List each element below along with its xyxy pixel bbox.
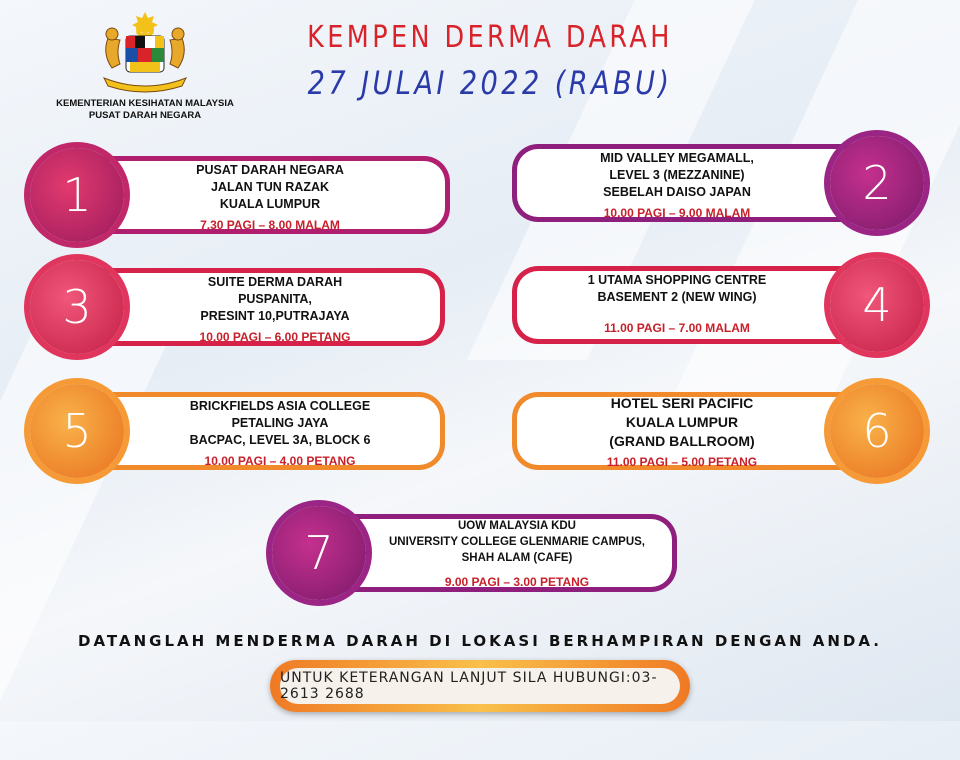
operating-hours: 11.00 PAGI – 5.00 PETANG — [606, 455, 758, 469]
number-label: 4 — [862, 278, 892, 332]
address-line: SUITE DERMA DARAH — [207, 275, 343, 289]
location-card-7 — [272, 506, 692, 600]
address-line: UNIVERSITY COLLEGE GLENMARIE CAMPUS, — [388, 536, 645, 548]
address-line: UOW MALAYSIA KDU — [458, 520, 576, 532]
address-line: MID VALLEY MEGAMALL, — [600, 151, 754, 165]
address-line: PUSAT DARAH NEGARA — [196, 163, 344, 177]
address-line: PRESINT 10,PUTRAJAYA — [200, 309, 350, 323]
number-badge — [272, 506, 366, 600]
location-card-3 — [30, 260, 450, 354]
address-line: SHAH ALAM (CAFE) — [461, 552, 573, 564]
location-card-4 — [512, 258, 932, 352]
agency-subname: PUSAT DARAH NEGARA — [88, 110, 202, 121]
campaign-date: 27 JULAI 2022 (RABU) — [307, 64, 673, 102]
number-badge — [30, 148, 124, 242]
agency-name: KEMENTERIAN KESIHATAN MALAYSIA — [56, 98, 234, 109]
location-card-2 — [512, 136, 932, 230]
address-line: LEVEL 3 (MEZZANINE) — [609, 168, 745, 182]
address-line: BASEMENT 2 (NEW WING) — [597, 290, 757, 304]
address-line: KUALA LUMPUR — [219, 197, 321, 211]
location-details — [552, 394, 812, 472]
address-line: 1 UTAMA SHOPPING CENTRE — [587, 273, 767, 287]
address-line: BACPAC, LEVEL 3A, BLOCK 6 — [189, 433, 371, 447]
number-label: 3 — [62, 280, 92, 334]
number-badge — [30, 260, 124, 354]
contact-text: UNTUK KETERANGAN LANJUT SILA HUBUNGI:03-2613 2688 — [280, 668, 680, 704]
location-card-5 — [30, 384, 450, 478]
operating-hours: 11.00 PAGI – 7.00 MALAM — [604, 321, 750, 335]
agency-logo-block — [40, 8, 250, 122]
address-line: HOTEL SERI PACIFIC — [610, 395, 754, 411]
location-card-6 — [512, 384, 932, 478]
operating-hours: 10.00 PAGI – 6.00 PETANG — [199, 330, 351, 344]
contact-banner — [270, 660, 690, 712]
location-details — [150, 162, 390, 234]
address-line: KUALA LUMPUR — [625, 414, 739, 430]
number-badge — [830, 258, 924, 352]
number-label: 1 — [62, 168, 92, 222]
number-label: 6 — [862, 404, 892, 458]
address-line: PETALING JAYA — [231, 416, 329, 430]
call-to-action: DATANGLAH MENDERMA DARAH DI LOKASI BERHAMPIRAN DENGAN ANDA. — [78, 632, 882, 650]
campaign-title: KEMPEN DERMA DARAH — [307, 20, 673, 55]
address-line: (GRAND BALLROOM) — [609, 433, 755, 449]
operating-hours: 9.00 PAGI – 3.00 PETANG — [444, 575, 590, 589]
number-badge — [30, 384, 124, 478]
address-line: SEBELAH DAISO JAPAN — [603, 185, 751, 199]
address-line: PUSPANITA, — [238, 292, 312, 306]
location-details — [150, 398, 410, 470]
number-badge — [830, 136, 924, 230]
operating-hours: 10.00 PAGI – 4.00 PETANG — [204, 454, 356, 468]
background-stripe — [0, 300, 187, 760]
address-line: JALAN TUN RAZAK — [210, 180, 330, 194]
location-details — [532, 272, 822, 337]
location-details — [542, 150, 812, 222]
malaysia-coat-of-arms-icon — [90, 8, 200, 98]
number-label: 5 — [62, 404, 92, 458]
address-line: BRICKFIELDS ASIA COLLEGE — [189, 399, 371, 413]
number-label: 2 — [862, 156, 892, 210]
number-label: 7 — [304, 526, 334, 580]
location-details — [372, 518, 662, 590]
location-details — [150, 274, 400, 346]
number-badge — [830, 384, 924, 478]
location-card-1 — [30, 148, 450, 242]
operating-hours: 10.00 PAGI – 9.00 MALAM — [603, 206, 751, 220]
operating-hours: 7.30 PAGI – 8.00 MALAM — [200, 218, 340, 232]
